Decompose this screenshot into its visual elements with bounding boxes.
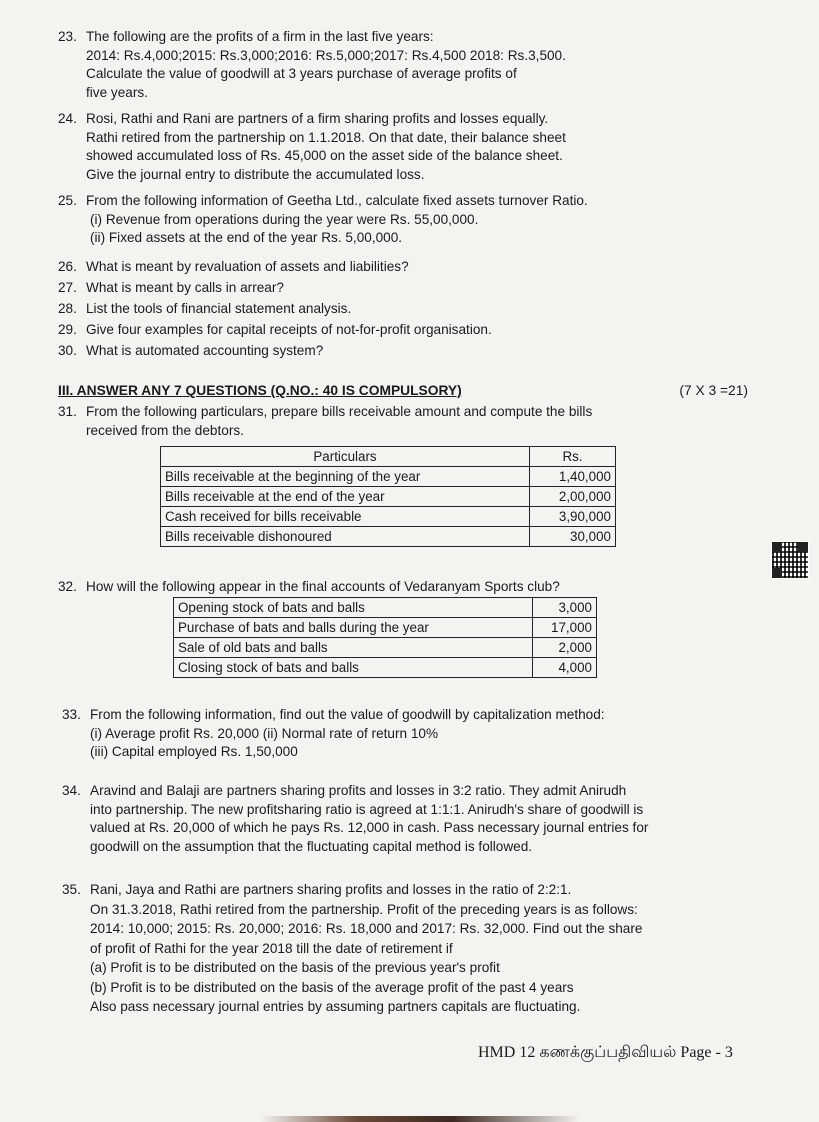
question-text: of profit of Rathi for the year 2018 till the date of retirement if	[90, 940, 453, 956]
question-number: 28.	[58, 301, 77, 316]
question-number: 31.	[58, 404, 77, 419]
header-amount: Rs.	[530, 447, 616, 467]
table-header-row	[161, 447, 616, 467]
question-text: valued at Rs. 20,000 of which he pays Rs. 12,000 in cash. Pass necessary journal entries for	[90, 820, 649, 835]
question-27	[58, 279, 758, 298]
question-text: five years.	[86, 84, 148, 100]
cell-particular: Sale of old bats and balls	[174, 638, 533, 658]
sports-club-table	[173, 597, 597, 678]
cell-amount: 3,90,000	[530, 507, 616, 527]
bills-receivable-table	[160, 446, 616, 547]
cell-particular: Opening stock of bats and balls	[174, 598, 533, 618]
section-title: III. ANSWER ANY 7 QUESTIONS (Q.NO.: 40 IS COMPULSORY)	[58, 383, 462, 398]
question-text: Rathi retired from the partnership on 1.1.2018. On that date, their balance sheet	[86, 129, 566, 145]
question-text: Also pass necessary journal entries by assuming partners capitals are fluctuating.	[90, 999, 581, 1014]
question-text: (i) Revenue from operations during the year were Rs. 55,00,000.	[90, 211, 479, 227]
question-text: 2014: Rs.4,000;2015: Rs.3,000;2016: Rs.5,000;2017: Rs.4,500 2018: Rs.3,500.	[86, 47, 566, 63]
question-text: (b) Profit is to be distributed on the basis of the average profit of the past 4 years	[90, 979, 574, 995]
question-32	[58, 578, 758, 597]
question-text: goodwill on the assumption that the fluctuating capital method is followed.	[90, 838, 533, 854]
question-24	[58, 110, 758, 184]
question-text: On 31.3.2018, Rathi retired from the partnership. Profit of the preceding years is as follows:	[90, 901, 638, 917]
cell-amount: 4,000	[533, 658, 597, 678]
header-particulars: Particulars	[161, 447, 530, 467]
question-text: Rani, Jaya and Rathi are partners sharing profits and losses in the ratio of 2:2:1.	[90, 882, 572, 897]
question-text: (i) Average profit Rs. 20,000 (ii) Normal rate of return 10%	[90, 725, 439, 741]
question-text: into partnership. The new profitsharing ratio is agreed at 1:1:1. Anirudh's share of goodwill is	[90, 801, 644, 817]
table-row	[161, 467, 616, 487]
question-number: 35.	[62, 882, 81, 897]
question-number: 27.	[58, 280, 77, 295]
question-text: showed accumulated loss of Rs. 45,000 on the asset side of the balance sheet.	[86, 148, 563, 163]
question-text: From the following information of Geetha Ltd., calculate fixed assets turnover Ratio.	[86, 193, 588, 208]
question-25	[58, 192, 758, 248]
table-row	[161, 527, 616, 547]
question-text: Calculate the value of goodwill at 3 years purchase of average profits of	[86, 66, 517, 81]
cell-amount: 2,000	[533, 638, 597, 658]
question-number: 29.	[58, 322, 77, 337]
table-row	[174, 618, 597, 638]
cell-particular: Closing stock of bats and balls	[174, 658, 533, 678]
table-row	[161, 507, 616, 527]
question-text: What is meant by calls in arrear?	[86, 280, 284, 295]
question-number: 24.	[58, 111, 77, 126]
question-34	[62, 782, 762, 856]
cell-amount: 30,000	[530, 527, 616, 547]
table-row	[161, 487, 616, 507]
question-29	[58, 321, 758, 340]
cell-particular: Cash received for bills receivable	[161, 507, 530, 527]
question-text: How will the following appear in the final accounts of Vedaranyam Sports club?	[86, 579, 560, 594]
cell-amount: 2,00,000	[530, 487, 616, 507]
qr-code	[771, 541, 809, 579]
question-30	[58, 342, 758, 361]
cell-particular: Purchase of bats and balls during the year	[174, 618, 533, 638]
question-text: From the following particulars, prepare bills receivable amount and compute the bills	[86, 404, 593, 419]
table-row	[174, 638, 597, 658]
cell-amount: 3,000	[533, 598, 597, 618]
cell-particular: Bills receivable dishonoured	[161, 527, 530, 547]
question-text: What is meant by revaluation of assets and liabilities?	[86, 259, 409, 274]
table-row	[174, 658, 597, 678]
question-text: (ii) Fixed assets at the end of the year Rs. 5,00,000.	[90, 230, 403, 245]
cell-amount: 17,000	[533, 618, 597, 638]
question-number: 33.	[62, 707, 81, 722]
question-33	[62, 706, 762, 762]
question-number: 23.	[58, 29, 77, 44]
question-text: List the tools of financial statement analysis.	[86, 301, 352, 316]
question-text: Give the journal entry to distribute the accumulated loss.	[86, 166, 425, 182]
scan-artifact	[260, 1116, 580, 1122]
section-heading	[58, 383, 748, 398]
question-number: 32.	[58, 579, 77, 594]
question-text: Rosi, Rathi and Rani are partners of a firm sharing profits and losses equally.	[86, 111, 549, 126]
question-28	[58, 300, 758, 319]
question-text: (iii) Capital employed Rs. 1,50,000	[90, 744, 298, 759]
question-text: What is automated accounting system?	[86, 343, 324, 358]
question-text: 2014: 10,000; 2015: Rs. 20,000; 2016: Rs. 18,000 and 2017: Rs. 32,000. Find out the share	[90, 921, 643, 936]
cell-particular: Bills receivable at the beginning of the year	[161, 467, 530, 487]
question-23	[58, 28, 758, 102]
question-number: 26.	[58, 259, 77, 274]
question-number: 34.	[62, 783, 81, 798]
question-31	[58, 403, 758, 440]
question-number: 25.	[58, 193, 77, 208]
table-row	[174, 598, 597, 618]
section-marks: (7 X 3 =21)	[679, 383, 748, 398]
cell-amount: 1,40,000	[530, 467, 616, 487]
question-26	[58, 258, 758, 277]
question-text: Give four examples for capital receipts of not-for-profit organisation.	[86, 322, 492, 337]
question-number: 30.	[58, 343, 77, 358]
question-text: From the following information, find out the value of goodwill by capitalization method:	[90, 707, 605, 722]
page-footer: HMD 12 கணக்குப்பதிவியல் Page - 3	[478, 1044, 733, 1061]
question-text: (a) Profit is to be distributed on the basis of the previous year's profit	[90, 960, 500, 975]
question-text: received from the debtors.	[86, 422, 244, 438]
question-text: The following are the profits of a firm in the last five years:	[86, 29, 434, 44]
cell-particular: Bills receivable at the end of the year	[161, 487, 530, 507]
question-35	[62, 880, 762, 1017]
question-text: Aravind and Balaji are partners sharing profits and losses in 3:2 ratio. They admit Anirudh	[90, 783, 627, 798]
